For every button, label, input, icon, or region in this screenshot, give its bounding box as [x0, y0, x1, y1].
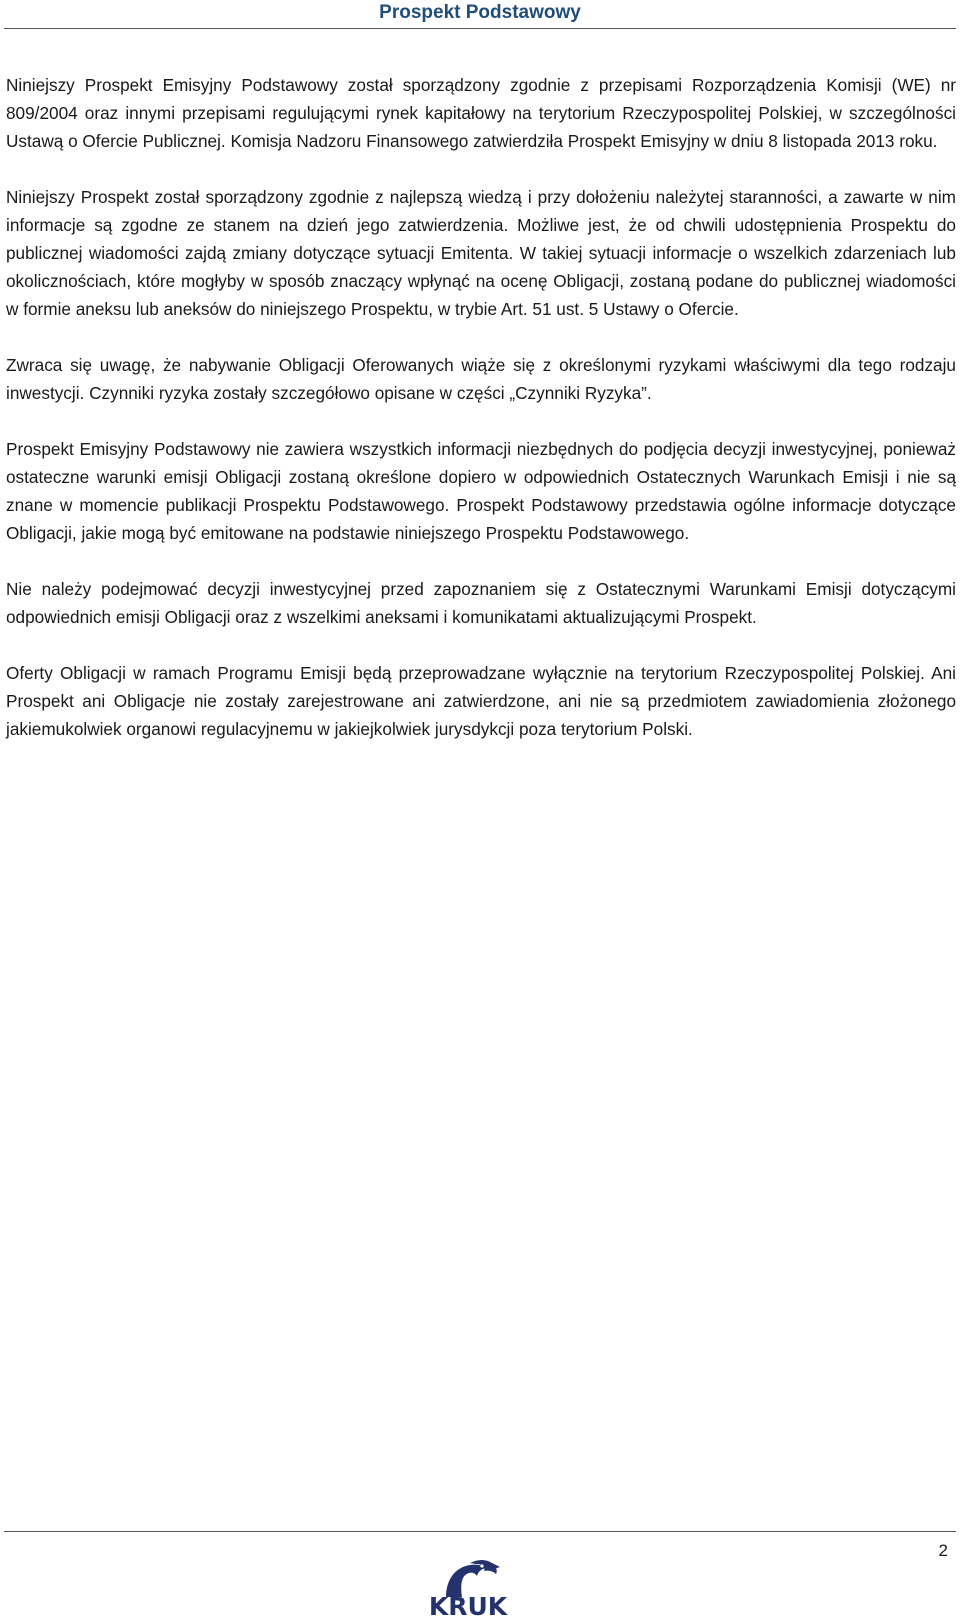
logo-text: KRUK: [428, 1592, 508, 1621]
kruk-logo: [426, 1553, 510, 1623]
eagle-head-icon: [426, 1553, 510, 1597]
page-title: Prospekt Podstawowy: [379, 2, 581, 23]
page-number: 2: [938, 1541, 948, 1560]
paragraph-6: Oferty Obligacji w ramach Programu Emisji będą przeprowadzane wyłącznie na terytorium Rzeczypospolitej Polskiej. Ani Prospekt ani Obligacje nie zostały zarejestrowane ani zatwierdzone, ani nie są przedmiotem zawiadomienia złożonego jakiemukolwiek organowi regulacyjnemu w jakiejkolwiek jurysdykcji poza terytorium Polski.: [6, 663, 956, 739]
paragraph-2: Niniejszy Prospekt został sporządzony zgodnie z najlepszą wiedzą i przy dołożeniu należytej staranności, a zawarte w nim informacje są zgodne ze stanem na dzień jego zatwierdzenia. Możliwe jest, że od chwili udostępnienia Prospektu do publicznej wiadomości zajdą zmiany dotyczące sytuacji Emitenta. W takiej sytuacji informacje o wszelkich zdarzeniach lub okolicznościach, które mogłyby w sposób znaczący wpłynąć na ocenę Obligacji, zostaną podane do publicznej wiadomości w formie aneksu lub aneksów do niniejszego Prospektu, w trybie Art. 51 ust. 5 Ustawy o Ofercie.: [6, 187, 956, 319]
paragraph-4: Prospekt Emisyjny Podstawowy nie zawiera wszystkich informacji niezbędnych do podjęcia decyzji inwestycyjnej, ponieważ ostateczne warunki emisji Obligacji zostaną określone dopiero w odpowiednich Ostatecznych Warunkach Emisji i nie są znane w momencie publikacji Prospektu Podstawowego. Prospekt Podstawowy przedstawia ogólne informacje dotyczące Obligacji, jakie mogą być emitowane na podstawie niniejszego Prospektu Podstawowego.: [6, 439, 956, 543]
paragraph-3: Zwraca się uwagę, że nabywanie Obligacji Oferowanych wiąże się z określonymi ryzykami właściwymi dla tego rodzaju inwestycji. Czynniki ryzyka zostały szczegółowo opisane w części „Czynniki Ryzyka”.: [6, 355, 956, 403]
paragraph-5: Nie należy podejmować decyzji inwestycyjnej przed zapoznaniem się z Ostatecznymi Warunkami Emisji dotyczącymi odpowiednich emisji Obligacji oraz z wszelkimi aneksami i komunikatami aktualizującymi Prospekt.: [6, 579, 956, 627]
document-body: [6, 71, 956, 771]
header-divider: [4, 28, 956, 29]
paragraph-1: Niniejszy Prospekt Emisyjny Podstawowy został sporządzony zgodnie z przepisami Rozporządzenia Komisji (WE) nr 809/2004 oraz innymi przepisami regulującymi rynek kapitałowy na terytorium Rzeczypospolitej Polskiej, w szczególności Ustawą o Ofercie Publicznej. Komisja Nadzoru Finansowego zatwierdziła Prospekt Emisyjny w dniu 8 listopada 2013 roku.: [6, 75, 956, 151]
footer-divider: [4, 1531, 956, 1532]
